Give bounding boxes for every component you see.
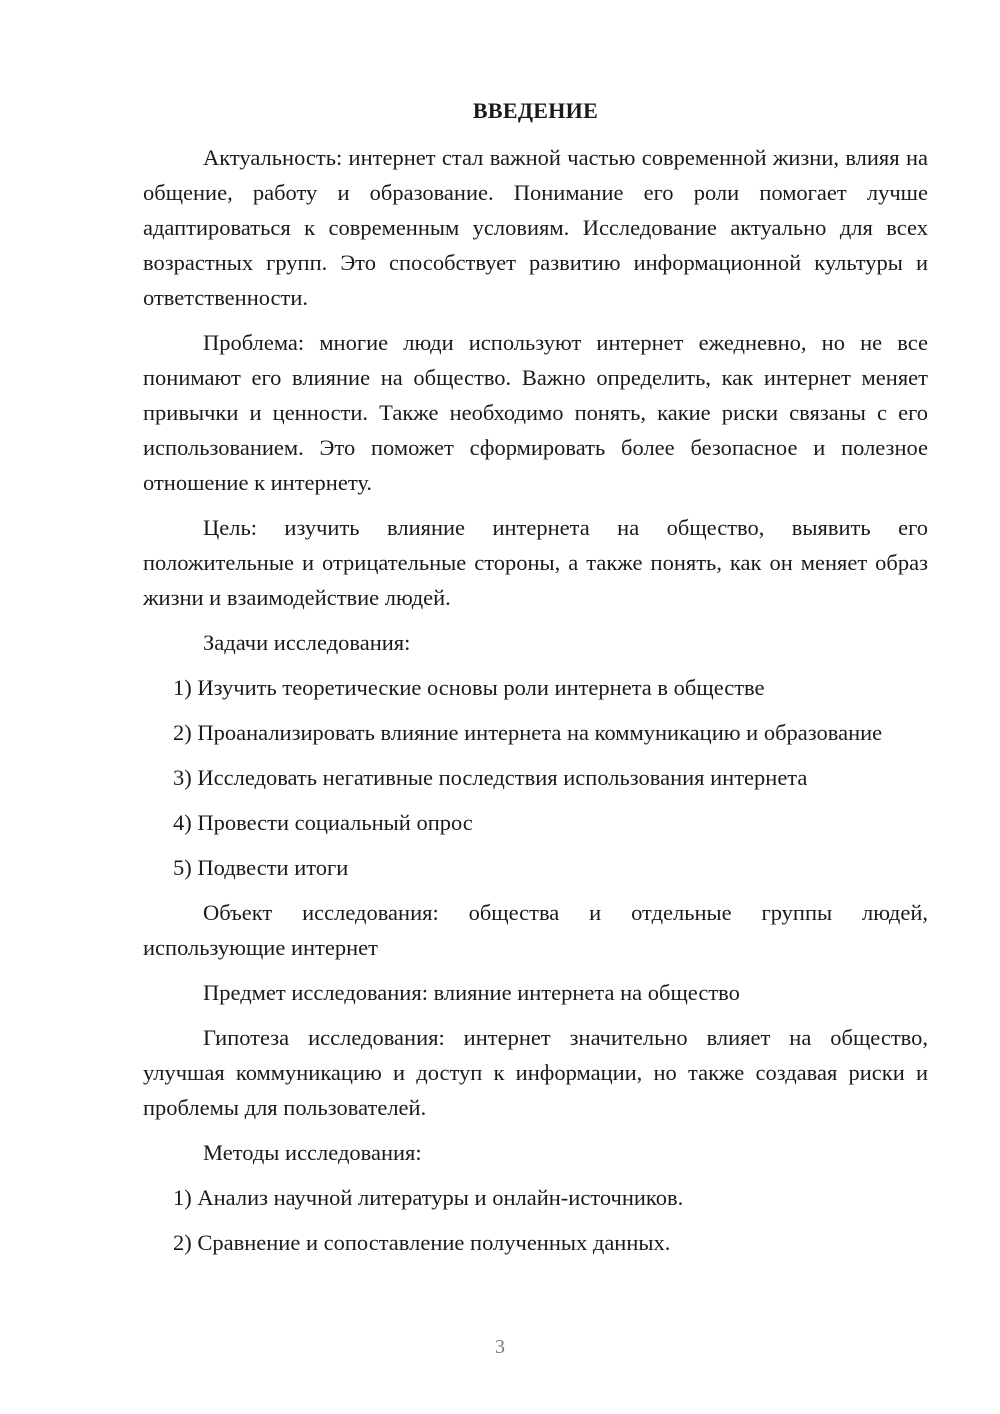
task-item-1: 1) Изучить теоретические основы роли интернета в обществе [173,675,765,700]
paragraph-object: Объект исследования: общества и отдельные группы людей, использующие интернет [143,900,928,960]
method-item-2: 2) Сравнение и сопоставление полученных данных. [173,1230,671,1255]
task-item-3: 3) Исследовать негативные последствия использования интернета [173,765,808,790]
tasks-label: Задачи исследования: [203,630,411,655]
methods-label: Методы исследования: [203,1140,422,1165]
page-number: 3 [495,1336,505,1358]
paragraph-goal: Цель: изучить влияние интернета на общество, выявить его положительные и отрицательные стороны, а также понять, как он меняет образ жизни и взаимодействие людей. [143,515,928,610]
paragraph-problem: Проблема: многие люди используют интернет ежедневно, но не все понимают его влияние на общество. Важно определить, как интернет меняет привычки и ценности. Также необходимо понять, какие риски связаны с его использованием. Это поможет сформировать более безопасное и полезное отношение к интернету. [143,330,928,495]
paragraph-subject: Предмет исследования: влияние интернета на общество [203,980,740,1005]
method-item-1: 1) Анализ научной литературы и онлайн-источников. [173,1185,684,1210]
task-item-5: 5) Подвести итоги [173,855,349,880]
paragraph-relevance: Актуальность: интернет стал важной частью современной жизни, влияя на общение, работу и образование. Понимание его роли помогает лучше адаптироваться к современным условиям. Исследование актуально для всех возрастных групп. Это способствует развитию информационной культуры и ответственности. [143,145,928,310]
page-content [143,96,928,1270]
task-item-4: 4) Провести социальный опрос [173,810,473,835]
task-item-2: 2) Проанализировать влияние интернета на коммуникацию и образование [173,720,883,745]
section-heading: ВВЕДЕНИЕ [472,98,599,123]
paragraph-hypothesis: Гипотеза исследования: интернет значительно влияет на общество, улучшая коммуникацию и доступ к информации, но также создавая риски и проблемы для пользователей. [143,1025,928,1120]
